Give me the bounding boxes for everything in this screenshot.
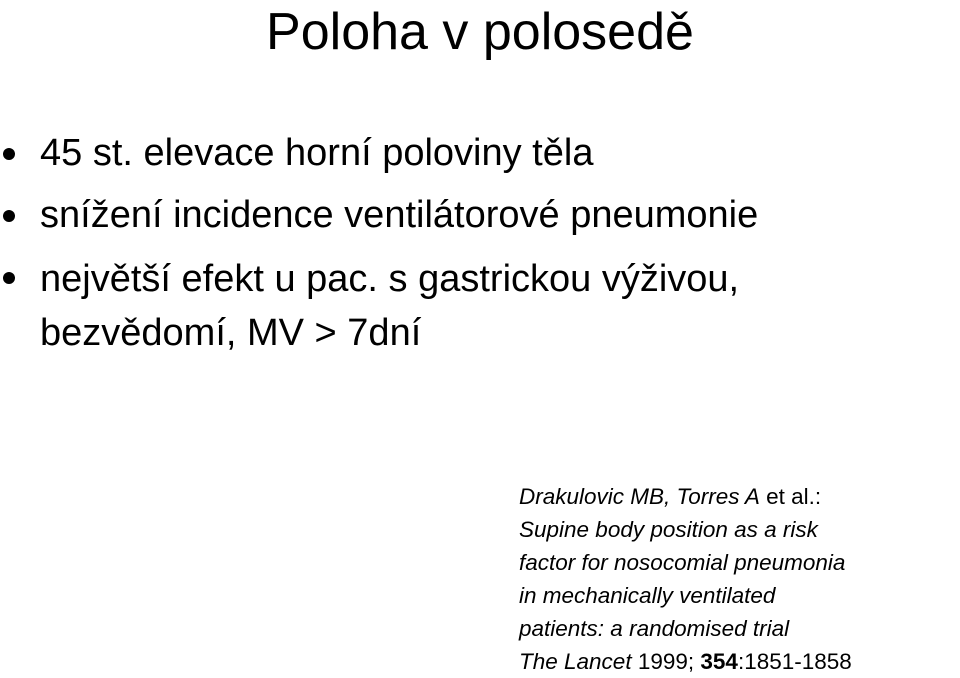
citation-authors-line — [519, 480, 959, 513]
citation-year: 1999; — [631, 649, 701, 674]
citation-authors: Drakulovic MB, Torres A — [519, 484, 760, 509]
slide-title: Poloha v polosedě — [266, 3, 694, 61]
citation-pages: :1851-1858 — [737, 649, 852, 674]
citation-volume: 354 — [700, 649, 738, 674]
citation-etal: et al.: — [759, 484, 822, 509]
bullet-dot-icon — [3, 210, 15, 222]
bullet-item-incidence — [0, 190, 960, 240]
bullet-item-effect — [0, 252, 960, 360]
bullet-list — [0, 128, 960, 372]
bullet-text: 45 st. elevace horní poloviny těla — [40, 132, 594, 174]
bullet-text-line-2: bezvědomí, MV > 7dní — [40, 312, 422, 354]
citation-source-line — [519, 645, 959, 678]
citation-title-line: patients: a randomised trial — [519, 616, 790, 641]
citation-reference — [519, 480, 959, 678]
bullet-text-line-1: největší efekt u pac. s gastrickou výživou, — [40, 258, 740, 300]
citation-title-line: factor for nosocomial pneumonia — [519, 550, 846, 575]
citation-title-line: Supine body position as a risk — [519, 517, 818, 542]
citation-journal: The Lancet — [519, 649, 632, 674]
bullet-dot-icon — [3, 148, 15, 160]
citation-title-line: in mechanically ventilated — [519, 583, 776, 608]
bullet-dot-icon — [3, 272, 15, 284]
bullet-item-elevation — [0, 128, 960, 178]
bullet-text: snížení incidence ventilátorové pneumonie — [40, 194, 759, 236]
